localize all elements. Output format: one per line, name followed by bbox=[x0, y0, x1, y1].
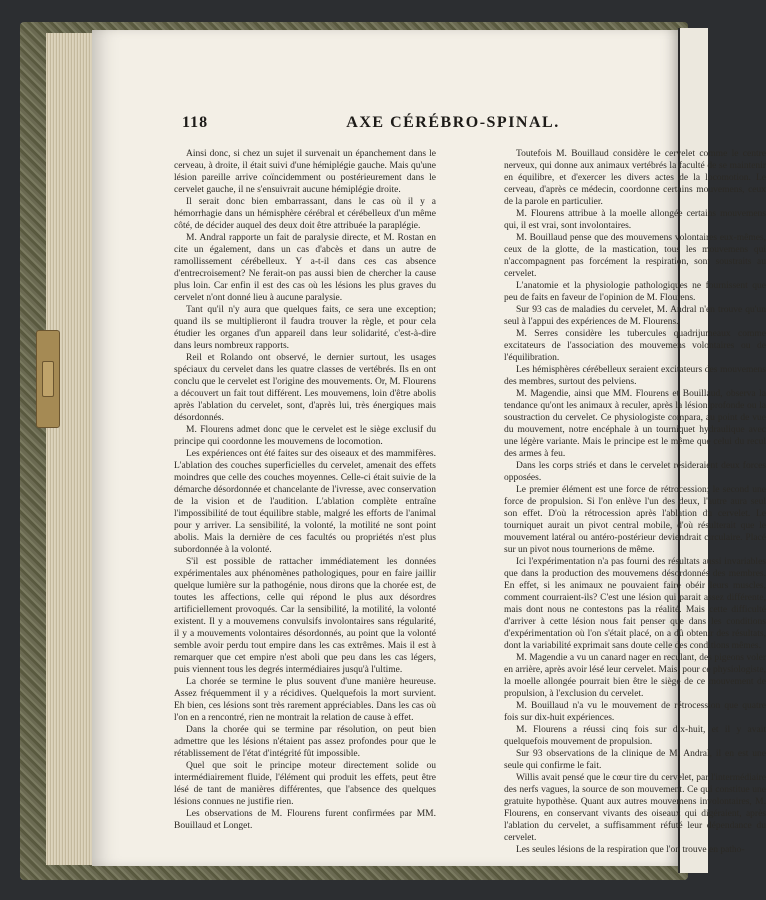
paragraph: M. Magendie, ainsi que MM. Flourens et Bouillaud, observa la tendance qu'ont les animaux à reculer, après la lésion profonde ou la soustraction du cervelet. Ce physiologiste compara, au point de vue du mouvement, notre encéphale à un tourniquet hydraulique avec une légère variante. Mais le principe est le même que celui du recul des armes à feu. bbox=[504, 389, 766, 459]
paragraph: Ainsi donc, si chez un sujet il survenait un épanchement dans le cerveau, à droite, il était suivi d'une hémiplégie gauche. Mais qu'une lésion pareille arrive coïncidemment ou postérieurement dans le cervelet gauche, il ne s'ensuivrait aucune hémiplégie droite. bbox=[174, 149, 436, 195]
paragraph: M. Flourens admet donc que le cervelet est le siège exclusif du principe qui coordonne les mouvemens de locomotion. bbox=[174, 425, 436, 447]
paragraph: Sur 93 cas de maladies du cervelet, M. Andral n'en trouve qu'un seul à l'appui des expériences de M. Flourens. bbox=[504, 305, 766, 327]
page-block-edges bbox=[46, 33, 92, 865]
page-number: 118 bbox=[182, 114, 209, 131]
paragraph: Toutefois M. Bouillaud considère le cervelet comme le centre nerveux, qui donne aux animaux vertébrés la faculté de se maintenir en équilibre, et d'exercer les divers actes de la locomotion. Le cerveau, d'après ce médecin, coordonne certains mouvemens, ceux de la parole en particulier. bbox=[504, 149, 766, 207]
paragraph: S'il est possible de rattacher immédiatement les données expérimentales aux phénomènes pathologiques, pour en faire jaillir quelque lumière sur la pathogénie, nous dirons que la chorée est, de toutes les affections, celle qui répond le plus aux désordres artificiellement provoqués. Car la sensibilité, la motilité, la volonté existent. Il y a mouvemens convulsifs involontaires sans régularité, il y a mouvements volontaires désordonnés, au point que la volonté semble avoir perdu tout empire dans les cas extrêmes. Mais il est à remarquer que cet empire n'est aboli que peu dans les cas légers, puis viennent tous les degrés intermédiaires jusqu'à l'ultime. bbox=[174, 557, 436, 675]
paragraph: M. Flourens a réussi cinq fois sur dix-huit, et il y avait quelquefois mouvement de propulsion. bbox=[504, 725, 766, 747]
paragraph: M. Magendie a vu un canard nager en reculant, des pigeons voler en arrière, après avoir lésé leur cervelet. Mais, pour ce physiologiste, la moelle allongée pourrait bien être le siège de ce mouvement de propulsion, à l'exclusion du cervelet. bbox=[504, 653, 766, 699]
paragraph: Ici l'expérimentation n'a pas fourni des résultats aussi invariables que dans la production des mouvemens désordonnés des membres. En effet, si les animaux ne pouvaient faire obéir leurs muscles, comment courraient-ils? C'est une lésion qui parait assez différente, mais dont nous ne contestons pas la réalité. Mais cette difficulté d'arriver à cette lésion nous fait penser que dans les conditions d'expérimentation où l'on s'était placé, on a dû obtenir des résultats, dont la variabilité exprimait sans doute celle des conditions mêmes. bbox=[504, 557, 766, 651]
paragraph: Le premier élément est une force de rétrocession; le second une force de propulsion. Si l'on enlève l'un des deux, l'autre aura seul son effet. D'où la rétrocession après l'ablation du cervelet. Le tourniquet aurait un pivot central mobile, d'où résulterait que le mouvement latéral ou antéro-postérieur deviendrait circulaire. Placé sur un pivot nous tournerions de même. bbox=[504, 485, 766, 555]
book-clasp bbox=[36, 330, 60, 428]
page-header bbox=[182, 114, 724, 136]
paragraph: Il serait donc bien embarrassant, dans le cas où il y a hémorrhagie dans un hémisphère cérébral et cérébelleux d'un même côté, de décider auquel des deux doit être attribuée la paraplégie. bbox=[174, 197, 436, 231]
paragraph: M. Bouillaud pense que des mouvemens volontaires eux-mêmes, ceux de la glotte, de la mastication, tous les mouvemens qui n'accompagnent pas forcément la respiration, sont soustraits au cervelet. bbox=[504, 233, 766, 279]
paragraph: M. Bouillaud n'a vu le mouvement de rétrocession que quatre fois sur dix-huit expériences. bbox=[504, 701, 766, 723]
book-page bbox=[92, 30, 766, 866]
paragraph: Les observations de M. Flourens furent confirmées par MM. Bouillaud et Longet. bbox=[174, 809, 436, 831]
paragraph: Reil et Rolando ont observé, le dernier surtout, les usages spéciaux du cervelet dans les quatre classes de vertébrés. Ils en ont conclu que le cervelet est l'origine des mouvements. Or, M. Flourens a découvert un fait tout différent. Les mouvemens, loin d'être abolis après l'ablation du cervelet, sont, d'après lui, très énergiques mais désordonnés. bbox=[174, 353, 436, 423]
paragraph: La chorée se termine le plus souvent d'une manière heureuse. Assez fréquemment il y a récidives. Quelquefois la mort survient. Eh bien, ces lésions sont très rarement appréciables. Dans les cas où l'on en a rencontré, rien ne montrait la relation de cause à effet. bbox=[174, 677, 436, 723]
paragraph: Willis avait pensé que le cœur tire du cervelet, par l'intermédiaire des nerfs vagues, la source de son mouvement. Ce qui constitue une gratuite hypothèse. Quant aux autres mouvemens involontaires, M. Flourens, en conservant vivants des oiseaux qui digéraient, après l'ablation du cervelet, a suffisamment réfuté leur dépendance du cervelet. bbox=[504, 773, 766, 843]
paragraph: Dans la chorée qui se termine par résolution, on peut bien admettre que les lésions n'étaient pas assez profondes pour que le rétablissement de l'état d'intégrité fût impossible. bbox=[174, 725, 436, 759]
paragraph: Tant qu'il n'y aura que quelques faits, ce sera une exception; quand ils se multiplieront il faudra trouver la règle, et pour cela étudier les organes d'un appareil dans leur solidarité, c'est-à-dire dans leurs nombreux rapports. bbox=[174, 305, 436, 351]
paragraph: M. Serres considère les tubercules quadrijumeaux comme excitateurs de l'association des mouvemens volontaires ou de l'équilibration. bbox=[504, 329, 766, 363]
text-column-left bbox=[174, 148, 436, 832]
text-column-right bbox=[504, 148, 766, 856]
paragraph: Quel que soit le principe moteur directement solide ou intermédiairement fluide, l'élément qui produit les effets, peut être lésé de tant de manières différentes, que l'absence des quelques lésions connues ne justifie rien. bbox=[174, 761, 436, 807]
paragraph: L'anatomie et la physiologie pathologiques ne fournissent que peu de faits en faveur de l'opinion de M. Flourens. bbox=[504, 281, 766, 303]
paragraph: Sur 93 observations de la clinique de M. Andral, il en est une seule qui confirme le fait. bbox=[504, 749, 766, 771]
paragraph: Les seules lésions de la respiration que l'on trouve en patho- bbox=[516, 845, 745, 855]
paragraph: Les expériences ont été faites sur des oiseaux et des mammifères. L'ablation des couches superficielles du cervelet, amenait des effets moindres que celle des couches moyennes. Celle-ci était suivie de la démarche désordonnée et chancelante de l'ivresse, avec conservation de la vision et de l'audition. L'ablation complète entraîne l'impossibilité de tout équilibre stable, malgré les efforts de l'animal pour y arriver. La sensibilité, la volonté, la motilité ne sont point abolis. Mais la dernière de ces facultés ou propriétés n'est plus subordonnée à la volonté. bbox=[174, 449, 436, 555]
paragraph: M. Flourens attribue à la moelle allongée certains mouvemens qui, il est vrai, sont involontaires. bbox=[504, 209, 766, 231]
paragraph: M. Andral rapporte un fait de paralysie directe, et M. Rostan en cite un également, dans un cas d'abcès et dans un autre de ramollissement cérébelleux. Y a-t-il dans ces cas absence d'entrecroisement? Ne ferait-on pas aussi bien de chercher la cause plus loin. Car enfin il est des cas où les lésions les plus graves du cervelet n'ont donné lieu à aucune paralysie. bbox=[174, 233, 436, 303]
running-title: AXE CÉRÉBRO-SPINAL. bbox=[346, 114, 560, 131]
paragraph: Dans les corps striés et dans le cervelet résideraient deux forces opposées. bbox=[504, 461, 766, 483]
paragraph: Les hémisphères cérébelleux seraient excitateurs des mouvemens des membres, surtout des pelviens. bbox=[504, 365, 766, 387]
